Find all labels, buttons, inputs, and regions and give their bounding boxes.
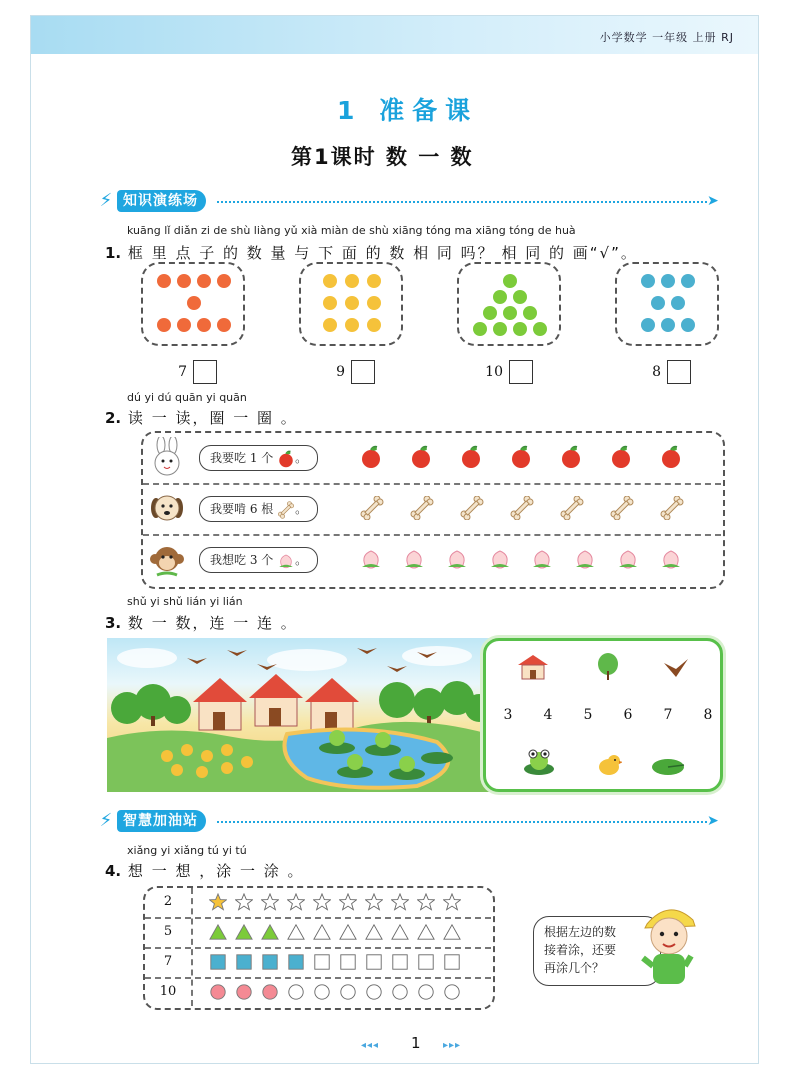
triangle-icon[interactable] [235, 923, 253, 941]
dot-box [615, 262, 719, 346]
peach-icon[interactable] [359, 547, 385, 571]
dot [513, 322, 527, 336]
q2-text: 读 一 读，圈 一 圈 。 [127, 409, 298, 427]
dot [493, 290, 507, 304]
triangle-icon[interactable] [417, 923, 435, 941]
rabbit-icon [149, 437, 185, 477]
dot [671, 296, 685, 310]
hint-line-3: 再涂几个？ [544, 961, 605, 975]
dot-box [457, 262, 561, 346]
section-practice-tag: 知识演练场 [117, 190, 206, 212]
q4-number: 4. [105, 862, 122, 880]
circle-icon[interactable] [391, 983, 409, 1001]
count-label: 9 [336, 364, 345, 380]
dot-box [141, 262, 245, 346]
dot [345, 296, 359, 310]
bone-icon[interactable] [559, 496, 585, 520]
frog-icon [522, 747, 556, 779]
tree-icon [596, 653, 620, 681]
dot [503, 274, 517, 288]
q4-pinyin: xiǎng yi xiǎng tú yi tú [127, 844, 247, 857]
circle-icon[interactable] [209, 983, 227, 1001]
monkey-icon [149, 539, 185, 579]
square-icon[interactable] [209, 953, 227, 971]
dot [187, 296, 201, 310]
number-option[interactable]: 7 [663, 707, 673, 723]
speech-bubble: 我要吃 1 个 。 [199, 445, 318, 471]
q3-text: 数 一 数，连 一 连 。 [127, 614, 298, 632]
star-icon[interactable] [391, 893, 409, 911]
triangle-icon[interactable] [313, 923, 331, 941]
q4-count-label: 7 [163, 954, 173, 969]
bone-icon [277, 501, 295, 519]
row-divider [143, 534, 721, 536]
page-number: 1 [411, 1034, 421, 1052]
number-option[interactable]: 8 [703, 707, 713, 723]
dot [157, 318, 171, 332]
square-icon[interactable] [261, 953, 279, 971]
square-icon[interactable] [417, 953, 435, 971]
circle-icon[interactable] [287, 983, 305, 1001]
star-icon[interactable] [235, 893, 253, 911]
number-option[interactable]: 5 [583, 707, 593, 723]
dot [177, 318, 191, 332]
dot [661, 274, 675, 288]
circle-icon[interactable] [235, 983, 253, 1001]
peach-icon [277, 552, 295, 570]
q1-pinyin: kuāng lǐ diǎn zi de shù liàng yǔ xià miàn de shù xiāng tóng ma xiāng tóng de huà [127, 224, 576, 237]
triangle-icon[interactable] [287, 923, 305, 941]
boy-mascot-icon [639, 896, 699, 996]
star-icon[interactable] [365, 893, 383, 911]
triangle-icon[interactable] [261, 923, 279, 941]
dot [513, 290, 527, 304]
apple-icon[interactable] [459, 445, 485, 469]
dot [367, 274, 381, 288]
speech-bubble: 我要啃 6 根 。 [199, 496, 318, 522]
number-option[interactable]: 4 [543, 707, 553, 723]
peach-icon[interactable] [488, 547, 514, 571]
dot [197, 274, 211, 288]
scene-drawing [107, 638, 489, 792]
bone-icon[interactable] [509, 496, 535, 520]
dot [217, 318, 231, 332]
section-divider [217, 201, 707, 203]
section-divider [217, 821, 707, 823]
apple-icon[interactable] [509, 445, 535, 469]
dot [177, 274, 191, 288]
dot [493, 322, 507, 336]
star-icon[interactable] [417, 893, 435, 911]
circle-icon[interactable] [443, 983, 461, 1001]
hint-line-2: 接着涂，还要 [544, 943, 617, 957]
apple-icon[interactable] [359, 445, 385, 469]
square-icon[interactable] [365, 953, 383, 971]
triangle-icon[interactable] [339, 923, 357, 941]
dot [197, 318, 211, 332]
count-label: 10 [485, 364, 503, 380]
prev-page-arrows: ◂◂◂ [361, 1040, 380, 1051]
q3-number: 3. [105, 614, 122, 632]
runner-icon: ⚡ [99, 190, 113, 211]
square-icon[interactable] [339, 953, 357, 971]
circle-icon[interactable] [417, 983, 435, 1001]
triangle-icon[interactable] [391, 923, 409, 941]
answer-box[interactable] [193, 360, 217, 384]
q3-bottom-icons [522, 747, 702, 781]
dot [681, 318, 695, 332]
section-bonus-tag: 智慧加油站 [117, 810, 206, 832]
circle-icon[interactable] [365, 983, 383, 1001]
bone-icon[interactable] [659, 496, 685, 520]
bone-icon[interactable] [359, 496, 385, 520]
bone-icon[interactable] [409, 496, 435, 520]
q2-number: 2. [105, 409, 122, 427]
peach-icon[interactable] [616, 547, 642, 571]
star-icon[interactable] [261, 893, 279, 911]
apple-icon[interactable] [659, 445, 685, 469]
star-icon[interactable] [313, 893, 331, 911]
apple-icon[interactable] [409, 445, 435, 469]
header-text: 小学数学 一年级 上册 RJ [599, 31, 734, 44]
speech-text: 我要吃 1 个 [210, 451, 278, 465]
bone-icon[interactable] [609, 496, 635, 520]
peach-icon[interactable] [530, 547, 556, 571]
chick-icon [596, 753, 622, 777]
dot [157, 274, 171, 288]
dot [323, 296, 337, 310]
runner-icon: ⚡ [99, 810, 113, 831]
dot [323, 274, 337, 288]
dot-box [299, 262, 403, 346]
triangle-icon[interactable] [365, 923, 383, 941]
star-icon[interactable] [287, 893, 305, 911]
lesson-subtitle: 第1课时 数 一 数 [291, 145, 474, 169]
speech-text: 我想吃 3 个 [210, 553, 278, 567]
dog-icon [149, 488, 185, 528]
star-icon[interactable] [443, 893, 461, 911]
square-icon[interactable] [313, 953, 331, 971]
q4-count-label: 10 [159, 984, 177, 999]
dot [523, 306, 537, 320]
q2-prompt [105, 407, 298, 428]
q4-text: 想 一 想 ，涂 一 涂 。 [127, 862, 305, 880]
speech-text: 我要啃 6 根 [210, 502, 278, 516]
lesson-title: 1 准备课 [337, 96, 479, 125]
triangle-icon[interactable] [443, 923, 461, 941]
q1-number: 1. [105, 244, 122, 262]
count-label: 7 [178, 364, 187, 380]
apple-icon[interactable] [559, 445, 585, 469]
square-icon[interactable] [391, 953, 409, 971]
dot [533, 322, 547, 336]
dot [483, 306, 497, 320]
number-option[interactable]: 6 [623, 707, 633, 723]
dot [367, 296, 381, 310]
dot [473, 322, 487, 336]
square-icon[interactable] [287, 953, 305, 971]
q3-top-icons [516, 653, 696, 681]
pond-scene-illustration [107, 638, 489, 792]
peach-icon[interactable] [402, 547, 428, 571]
dot [661, 318, 675, 332]
dot [651, 296, 665, 310]
q3-pinyin: shǔ yi shǔ lián yi lián [127, 595, 243, 608]
answer-box[interactable] [351, 360, 375, 384]
header-bar [31, 16, 758, 54]
dot [217, 274, 231, 288]
star-icon[interactable] [339, 893, 357, 911]
lily-pad-icon [650, 757, 686, 777]
q2-pinyin: dú yi dú quān yi quān [127, 391, 247, 404]
q1-text: 框 里 点 子 的 数 量 与 下 面 的 数 相 同 吗？ 相 同 的 画“√”。 [127, 244, 638, 262]
speech-bubble: 我想吃 3 个 。 [199, 547, 318, 573]
peach-icon[interactable] [445, 547, 471, 571]
square-icon[interactable] [235, 953, 253, 971]
square-icon[interactable] [443, 953, 461, 971]
dot [367, 318, 381, 332]
hint-line-1: 根据左边的数 [544, 925, 617, 939]
row-divider [145, 977, 491, 979]
circle-icon[interactable] [313, 983, 331, 1001]
circle-icon[interactable] [261, 983, 279, 1001]
house-icon [516, 653, 550, 681]
q3-answer-panel [483, 638, 723, 792]
dot [641, 318, 655, 332]
circle-icon[interactable] [339, 983, 357, 1001]
dot [641, 274, 655, 288]
workbook-page [30, 15, 759, 1064]
row-divider [145, 917, 491, 919]
q1-prompt [105, 242, 638, 263]
q3-prompt [105, 612, 298, 633]
q4-count-label: 2 [163, 894, 173, 909]
dot [681, 274, 695, 288]
triangle-icon[interactable] [209, 923, 227, 941]
number-option[interactable]: 3 [503, 707, 513, 723]
peach-icon[interactable] [659, 547, 685, 571]
apple-icon[interactable] [609, 445, 635, 469]
star-icon[interactable] [209, 893, 227, 911]
q4-count-label: 5 [163, 924, 173, 939]
bone-icon[interactable] [459, 496, 485, 520]
apple-icon [277, 450, 295, 468]
arrow-right-icon: ➤ [707, 813, 719, 829]
bird-icon [662, 655, 690, 679]
answer-box[interactable] [667, 360, 691, 384]
dot [345, 318, 359, 332]
answer-box[interactable] [509, 360, 533, 384]
row-divider [143, 483, 721, 485]
peach-icon[interactable] [573, 547, 599, 571]
row-divider [145, 947, 491, 949]
count-label: 8 [652, 364, 661, 380]
q4-prompt [105, 860, 305, 881]
arrow-right-icon: ➤ [707, 193, 719, 209]
dot [323, 318, 337, 332]
dot [503, 306, 517, 320]
dot [345, 274, 359, 288]
next-page-arrows: ▸▸▸ [443, 1040, 462, 1051]
